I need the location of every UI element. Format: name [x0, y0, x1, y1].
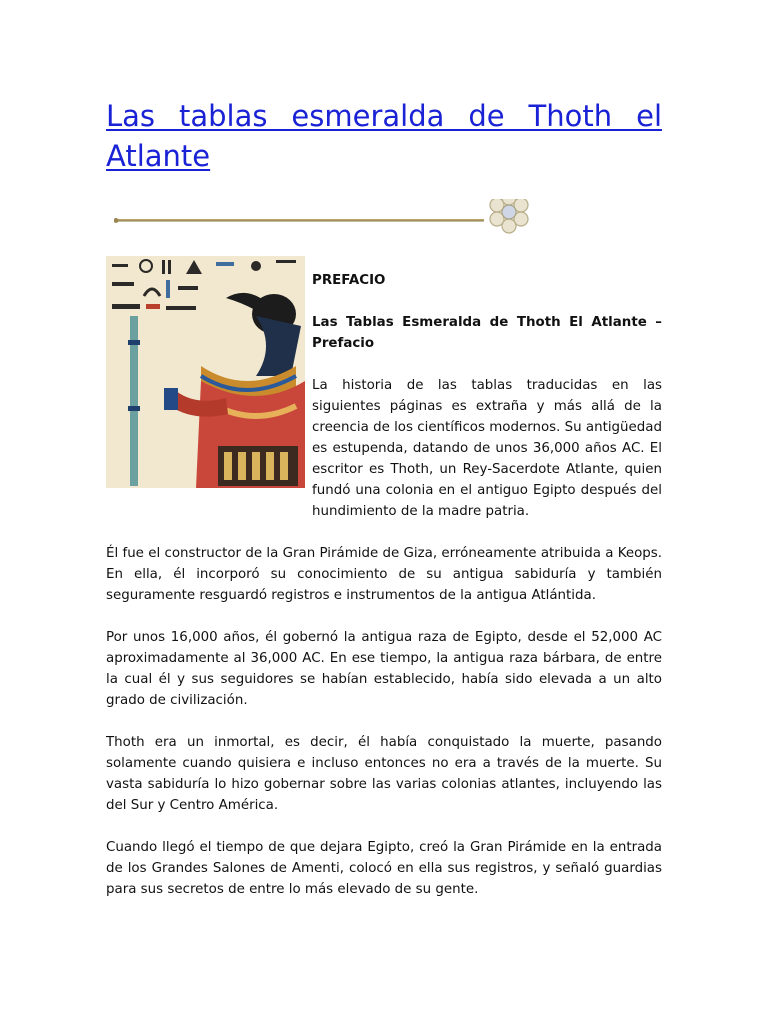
body-text [106, 270, 662, 921]
preface-subtitle: Las Tablas Esmeralda de Thoth El Atlante – Prefacio [312, 315, 662, 351]
preface-label: PREFACIO [312, 273, 386, 288]
pin-divider-icon [114, 199, 554, 259]
document-page [106, 96, 662, 897]
paragraph: Thoth era un inmortal, es decir, él había conquistado la muerte, pasando solamente cuando quisiera e incluso entonces no era a través de la muerte. Su vasta sabiduría lo hizo gobernar sobre las varias colonias atlantes, incluyendo las del Sur y Centro América. [106, 735, 662, 813]
paragraph: La historia de las tablas traducidas en las siguientes páginas es extraña y más allá de la creencia de los científicos modernos. Su antigüedad es estupenda, datando de unos 36,000 años AC. El escritor es Thoth, un Rey-Sacerdote Atlante, quien fundó una colonia en el antiguo Egipto después del hundimiento de la madre patria. [312, 378, 662, 519]
title-link[interactable]: Las tablas esmeralda de Thoth el Atlante [106, 99, 662, 173]
flower-icon [490, 199, 528, 233]
image-float-spacer [106, 270, 312, 502]
paragraph: Por unos 16,000 años, él gobernó la antigua raza de Egipto, desde el 52,000 AC aproximadamente al 36,000 AC. En ese tiempo, la antigua raza bárbara, de entre la cual él y sus seguidores se habían establecido, había sido elevada a un alto grado de civilización. [106, 630, 662, 708]
paragraph: Cuando llegó el tiempo de que dejara Egipto, creó la Gran Pirámide en la entrada de los Grandes Salones de Amenti, colocó en ella sus registros, y señaló guardias para sus secretos de entre lo más elevado de su gente. [106, 840, 662, 897]
document-title[interactable] [106, 96, 662, 176]
paragraph: Él fue el constructor de la Gran Pirámide de Giza, erróneamente atribuida a Keops. En ella, él incorporó su conocimiento de su antigua sabiduría y también seguramente resguardó registros e instrumentos de la antigua Atlántida. [106, 546, 662, 603]
